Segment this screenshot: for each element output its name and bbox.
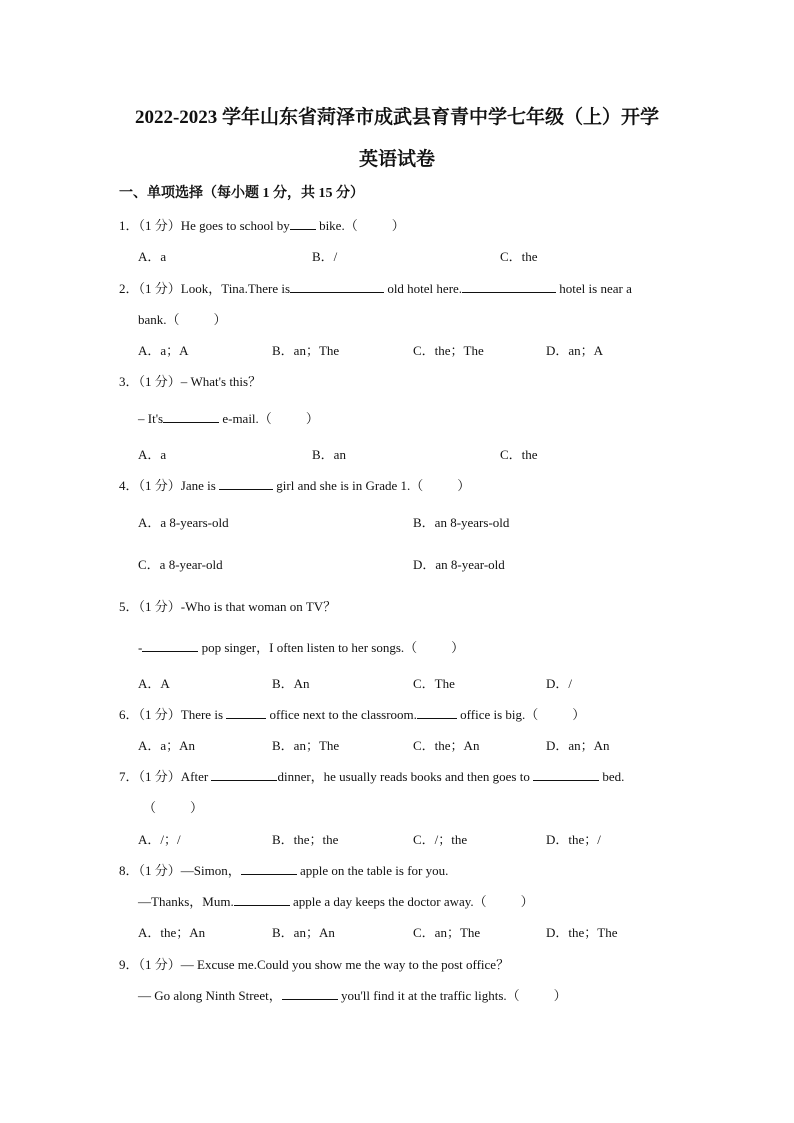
question-text: pop singer，I often listen to her songs.（ [198,640,418,655]
option-a: A．a；An [138,738,196,753]
question-text: — Go along Ninth Street， [138,988,282,1003]
option-b: B．an；The [272,343,340,358]
question-text: – What's this？ [180,374,262,389]
option-c: C．the；The [413,343,484,358]
option-c: C．an；The [413,925,481,940]
question-8 [119,862,448,880]
question-number: 6．（1 分） [119,707,181,722]
answer-blank[interactable] [290,280,384,293]
option-d: D．the；The [546,925,618,940]
question-3 [119,373,261,391]
question-text: ） [213,312,227,327]
question-text: bank.（ [138,312,180,327]
question-text: e-mail.（ [219,411,272,426]
option-a: A．a [138,249,167,264]
question-number: 1．（1 分） [119,218,181,233]
page-title-line2: 英语试卷 [358,149,435,170]
option-b: B．an；An [272,925,335,940]
option-b: B．an；The [272,738,340,753]
question-2-cont [138,311,227,329]
answer-blank[interactable] [533,768,599,781]
answer-blank[interactable] [234,893,290,906]
question-9-cont [138,987,567,1005]
option-c: C．the；An [413,738,480,753]
option-c: C．/；the [413,832,468,847]
question-text: ） [451,640,465,655]
question-number: 8．（1 分） [119,863,181,878]
question-number: 2．（1 分） [119,281,181,296]
question-text: ） [391,218,405,233]
question-text: girl and she is in Grade 1.（ [273,478,424,493]
question-text: - [138,640,143,655]
question-7 [119,768,624,786]
option-d: D．an 8-year-old [413,557,505,572]
question-number: 4．（1 分） [119,478,181,493]
question-number: 5．（1 分） [119,599,181,614]
question-4 [119,477,470,495]
question-number: 3．（1 分） [119,374,181,389]
question-text: ） [190,800,204,815]
option-a: A．/；/ [138,832,181,847]
answer-blank[interactable] [417,706,457,719]
option-a: A．the；An [138,925,206,940]
option-a: A．a 8-years-old [138,515,229,530]
question-text: After [180,769,209,784]
question-text: —Simon， [180,863,241,878]
question-text: dinner，he usually reads books and then goes to [277,769,530,784]
question-8-cont [138,893,534,911]
option-b: B．an [312,447,346,462]
question-text: Jane is [180,478,216,493]
question-text: hotel is near a [556,281,632,296]
question-text: Look，Tina.There is [180,281,291,296]
question-text: —Thanks，Mum. [138,894,234,909]
question-text: bed. [599,769,625,784]
question-text: ） [305,411,319,426]
option-c: C．the [500,447,538,462]
question-6 [119,706,585,724]
option-a: A．A [138,676,170,691]
question-1 [119,217,405,235]
option-d: D．an；A [546,343,604,358]
answer-blank[interactable] [142,639,198,652]
question-text: bike.（ [315,218,358,233]
option-d: D．an；An [546,738,610,753]
option-d: D．/ [546,676,573,691]
question-text: office next to the classroom. [266,707,417,722]
question-text: ） [520,894,534,909]
page-title-line1: 2022-2023 学年山东省菏泽市成武县育青中学七年级（上）开学 [134,107,660,128]
answer-blank[interactable] [211,768,277,781]
question-number: 7．（1 分） [119,769,181,784]
question-5 [119,598,336,616]
question-9 [119,956,509,974]
question-7-cont [143,799,203,817]
question-text: ） [457,478,471,493]
question-text: – It's [138,411,164,426]
question-text: ） [572,707,586,722]
question-text: ） [553,988,567,1003]
option-c: C．a 8-year-old [138,557,223,572]
question-text: old hotel here. [384,281,463,296]
answer-blank[interactable] [226,706,266,719]
option-c: C．the [500,249,538,264]
option-a: A．a [138,447,167,462]
option-b: B．An [272,676,310,691]
answer-blank[interactable] [290,217,316,230]
option-a: A．a；A [138,343,189,358]
option-c: C．The [413,676,455,691]
question-text: There is [180,707,223,722]
question-text: — Excuse me.Could you show me the way to the post office？ [180,957,510,972]
answer-blank[interactable] [282,987,338,1000]
question-text: you'll find it at the traffic lights.（ [337,988,520,1003]
question-text: apple on the table is for you. [296,863,449,878]
option-b: B．the；the [272,832,339,847]
question-number: 9．（1 分） [119,957,181,972]
question-text: He goes to school by [180,218,290,233]
question-text: office is big.（ [456,707,539,722]
option-d: D．the；/ [546,832,601,847]
answer-blank[interactable] [163,410,219,423]
question-text: apple a day keeps the doctor away.（ [289,894,487,909]
question-text: （ [143,800,157,815]
question-5-cont [138,639,464,657]
question-text: -Who is that woman on TV？ [180,599,337,614]
section-heading: 一、单项选择（每小题 1 分，共 15 分） [119,186,364,201]
option-b: B．an 8-years-old [413,515,510,530]
answer-blank[interactable] [462,280,556,293]
answer-blank[interactable] [241,862,297,875]
question-2 [119,280,632,298]
option-b: B．/ [312,249,338,264]
question-3-cont [138,410,319,428]
answer-blank[interactable] [219,477,273,490]
